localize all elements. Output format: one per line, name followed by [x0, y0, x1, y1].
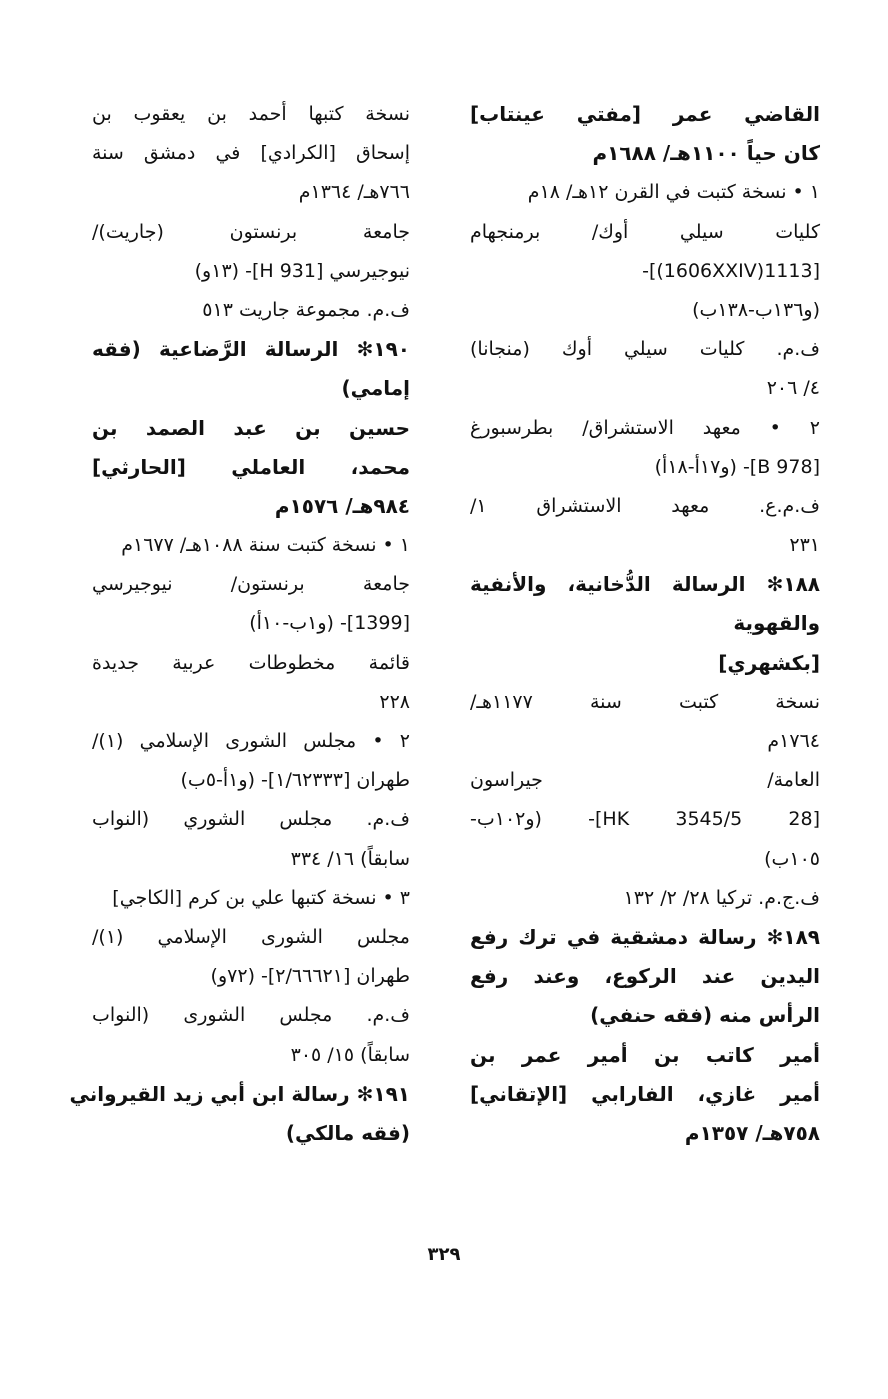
text-line: نسخة كتبها أحمد بن يعقوب بن — [92, 103, 410, 125]
text-line: جامعة برنستون (جاريت)/ — [92, 220, 410, 243]
text-line: ١٨٨✻ الرسالة الدُّخانية، والأنفية — [470, 572, 820, 597]
text-line: نسخة كتبت سنة ١١٧٧هـ/ — [470, 690, 820, 713]
text-line: [B 978]- (و١٧أ-١٨أ) — [654, 455, 820, 478]
text-line: [1113(1606XXIV)]- — [642, 259, 820, 282]
text-line: ٣ • نسخة كتبها علي بن كرم [الكاجي] — [112, 886, 410, 909]
text-line: ١٠٥ب) — [764, 847, 820, 870]
text-line: ٢٣١ — [789, 534, 820, 557]
text-line: سابقاً) ١٦/ ٣٣٤ — [290, 847, 410, 870]
text-line: ١ • نسخة كتبت سنة ١٠٨٨هـ/ ١٦٧٧م — [121, 534, 410, 557]
text-line: إمامي) — [341, 376, 410, 401]
text-line: كان حياً ١١٠٠هـ/ ١٦٨٨م — [592, 141, 820, 166]
text-line: ف.م. مجموعة جاريت ٥١٣ — [202, 298, 410, 321]
text-line: أمير كاتب بن أمير عمر بن — [470, 1042, 820, 1067]
text-line: قائمة مخطوطات عربية جديدة — [92, 651, 410, 674]
text-line: العامة/ جيراسون — [470, 769, 820, 792]
text-line: أمير غازي، الفارابي [الإتقاني] — [470, 1081, 820, 1106]
text-line: ف.م. كليات سيلي أوك (منجانا) — [470, 338, 820, 361]
text-line: كليات سيلي أوك/ برمنجهام — [470, 220, 820, 243]
text-line: محمد، العاملي [الحارثي] — [92, 454, 410, 479]
text-line: ١٩٠✻ الرسالة الرَّضاعية (فقه — [92, 337, 410, 362]
text-line: [HK 3545/5 28]- (و١٠٢ب- — [470, 808, 820, 831]
text-line: طهران [١/٦٢٣٣٣]- (و١أ-٥ب) — [180, 769, 410, 792]
text-line: سابقاً) ١٥/ ٣٠٥ — [290, 1043, 410, 1066]
text-line: ٤/ ٢٠٦ — [766, 377, 820, 400]
text-line: ٧٦٦هـ/ ١٣٦٤م — [298, 181, 410, 204]
right-column — [470, 95, 820, 1153]
text-line: إسحاق [الكرادي] في دمشق سنة — [92, 142, 410, 165]
text-line: ف.م. مجلس الشوري (النواب — [92, 808, 410, 831]
text-line: الرأس منه (فقه حنفي) — [590, 1003, 820, 1028]
text-line: ٢ • معهد الاستشراق/ بطرسبورغ — [470, 416, 820, 439]
text-line: ف.م. مجلس الشورى (النواب — [92, 1004, 410, 1027]
text-line: ١٧٦٤م — [767, 730, 820, 752]
text-line: حسين بن عبد الصمد بن — [92, 415, 410, 440]
page-number: ٣٢٩ — [427, 1244, 461, 1265]
text-line: ١٩١✻ رسالة ابن أبي زيد القيرواني — [69, 1081, 410, 1106]
text-line: (فقه مالكي) — [285, 1120, 410, 1145]
text-line: مجلس الشورى الإسلامي (١)/ — [92, 925, 410, 948]
text-line: ٩٨٤هـ/ ١٥٧٦م — [274, 493, 410, 518]
text-line: ٢ • مجلس الشورى الإسلامي (١)/ — [92, 730, 410, 752]
text-line: نيوجيرسي [H 931]- (١٣و) — [194, 259, 410, 282]
text-line: اليدين عند الركوع، وعند رفع — [470, 964, 820, 989]
text-line: [بكشهري] — [718, 650, 820, 675]
text-line: (و١٣٦ب-١٣٨ب) — [692, 298, 820, 321]
text-line: القاضي عمر [مفتي عينتاب] — [470, 102, 820, 126]
text-line: ف.م.ع. معهد الاستشراق ١/ — [470, 494, 820, 517]
text-line: جامعة برنستون/ نيوجيرسي — [92, 573, 410, 596]
text-line: ٢٢٨ — [379, 690, 410, 713]
text-line: طهران [٢/٦٦٦٢١]- (٧٢و) — [210, 965, 410, 988]
left-column — [69, 95, 410, 1153]
text-line: ١٨٩✻ رسالة دمشقية في ترك رفع — [470, 924, 820, 949]
text-line: ف.ج.م. تركيا ٢٨/ ٢/ ١٣٢ — [623, 886, 820, 909]
text-line: والقهوية — [733, 611, 820, 636]
text-line: [1399]- (و١ب-١٠أ) — [249, 612, 410, 635]
text-line: ٧٥٨هـ/ ١٣٥٧م — [684, 1120, 820, 1145]
text-line: ١ • نسخة كتبت في القرن ١٢هـ/ ١٨م — [527, 181, 820, 204]
